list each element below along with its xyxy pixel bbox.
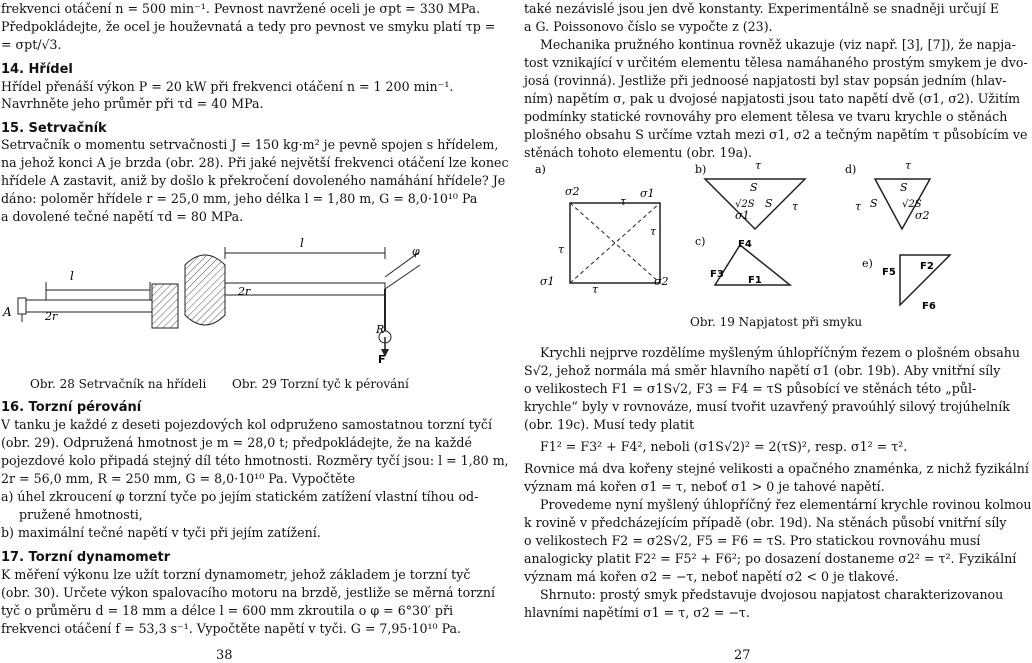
label-F1: F1 [748,275,762,286]
text-line: Navrhněte jeho průměr při τd = 40 MPa. [1,96,264,111]
text-line: také nezávislé jsou jen dvě konstanty. Experimentálně se snadněji určují E [524,1,1000,16]
text-line: na jehož konci A je brzda (obr. 28). Při jaké největší frekvenci otáčení lze konec [1,155,509,170]
text-line: (obr. 29). Odpružená hmotnost je m = 28,0 t; předpokládejte, že na každé [1,435,472,450]
text-line: k rovině v předcházejícím případě (obr. 19d). Na stěnách působí vnitřní síly [524,515,1007,530]
text-line: hlavními napětími σ1 = τ, σ2 = −τ. [524,605,750,620]
text-line: dáno: poloměr hřídele r = 25,0 mm, jeho délka l = 1,80 m, G = 8,0·10¹⁰ Pa [1,191,478,206]
label-l: l [70,269,74,283]
label-F: F [378,353,386,366]
label-tau: τ [792,200,799,213]
figure-28-flywheel [0,250,180,360]
text-line: = σpt/√3. [1,37,62,52]
label-sigma1: σ1 [640,187,655,200]
text-line: Rovnice má dva kořeny stejné velikosti a opačného znaménka, z nichž fyzikální [524,461,1029,476]
figure-28-caption: Obr. 28 Setrvačník na hřídeli [30,377,207,391]
label-S: S [870,197,878,210]
text-line: stěnách tohoto elementu (obr. 19a). [524,145,753,160]
label-tau: τ [905,159,912,172]
text-line: tost vznikající v určitém elementu tělesa namáhaného prostým smykem je dvo- [524,55,1028,70]
text-line: Hřídel přenáší výkon P = 20 kW při frekvenci otáčení n = 1 200 min⁻¹. [1,79,454,94]
text-line: význam má kořen σ2 = −τ, neboť napětí σ2 < 0 je tlakové. [524,569,899,584]
label-F6: F6 [922,301,936,312]
text-line: tyč o průměru d = 18 mm a délce l = 600 mm zkroutila o φ = 6°30′ při [1,603,454,618]
label-S: S [750,181,758,194]
label-sigma2: σ2 [565,185,580,198]
text-line: ním) napětím σ, pak u dvojosé napjatosti jsou tato napětí dvě (σ1, σ2). Užitím [524,91,1021,106]
section-heading-17: 17. Torzní dynamometr [1,550,171,565]
figure-29-torsion-bar [180,225,440,365]
label-F2: F2 [920,261,934,272]
label-S: S [900,181,908,194]
label-a: a) [535,163,546,176]
text-line: krychle“ byly v rovnováze, musí tvořit uzavřený pravoúhlý silový trojúhelník [524,399,1010,414]
label-tau: τ [620,195,627,208]
text-line: frekvenci otáčení f = 53,3 s⁻¹. Vypočtěte napětí v tyči. G = 7,95·10¹⁰ Pa. [1,621,461,636]
label-F4: F4 [738,239,752,250]
text-line: V tanku je každé z deseti pojezdových kol odpruženo samostatnou torzní tyčí [1,417,492,432]
page-number-left: 38 [216,648,233,663]
label-c: c) [695,235,706,248]
text-line: (obr. 30). Určete výkon spalovacího motoru na brzdě, jestliže se měrná torzní [1,585,495,600]
text-line: plošného obsahu S určíme vztah mezi σ1, σ2 a tečným napětím τ působícím ve [524,127,1028,142]
figure-19-shear-stress [530,155,960,330]
section-heading-15: 15. Setrvačník [1,121,107,136]
text-line: Provedeme nyní myšlený úhlopříčný řez elementární krychle rovinou kolmou [540,497,1032,512]
figure-29-caption: Obr. 29 Torzní tyč k pérování [232,377,409,391]
label-sigma2: σ2 [654,275,669,288]
text-line: Předpokládejte, že ocel je houževnatá a tedy pro pevnost ve smyku platí τp = [1,19,496,34]
label-e: e) [862,257,873,270]
text-line: Krychli nejprve rozdělíme myšleným úhlopříčným řezem o plošném obsahu [540,345,1021,360]
text-line: hřídele A zastavit, aniž by došlo k překročení dovoleného namáhání hřídele? Je [1,173,506,188]
text-line: Mechanika pružného kontinua rovněž ukazuje (viz např. [3], [7]), že napja- [540,37,1016,52]
text-line: a) úhel zkroucení φ torzní tyče po jejím statickém zatížení vlastní tíhou od- [1,489,479,504]
label-tau: τ [650,225,657,238]
label-2r: 2r [45,310,58,323]
label-A: A [3,305,12,319]
label-tau: τ [755,159,762,172]
text-line: S√2, jehož normála má směr hlavního napětí σ1 (obr. 19b). Aby vnitřní síly [524,363,1001,378]
label-tau: τ [558,243,565,256]
text-line: 2r = 56,0 mm, R = 250 mm, G = 8,0·10¹⁰ Pa. Vypočtěte [1,471,356,486]
section-heading-16: 16. Torzní pérování [1,400,142,415]
text-line: pružené hmotnosti, [19,507,143,522]
text-line: Shrnuto: prostý smyk představuje dvojosou napjatost charakterizovanou [540,587,1004,602]
text-line: frekvenci otáčení n = 500 min⁻¹. Pevnost navržené oceli je σpt = 330 MPa. [1,1,481,16]
figure-19-caption: Obr. 19 Napjatost při smyku [690,315,863,329]
text-line: josá (rovinná). Jestliže při jednoosé napjatosti byl stav popsán jedním (hlav- [524,73,1007,88]
text-line: a dovolené tečné napětí τd = 80 MPa. [1,209,244,224]
equation: F1² = F3² + F4², neboli (σ1S√2)² = 2(τS)², resp. σ1² = τ². [540,439,908,454]
text-line: Setrvačník o momentu setrvačnosti J = 150 kg·m² je pevně spojen s hřídelem, [1,137,499,152]
label-sqrt2S: √2S [735,199,755,210]
label-sigma2: σ2 [915,209,930,222]
text-line: význam má kořen σ1 = τ, neboť σ1 > 0 je tahové napětí. [524,479,885,494]
text-line: o velikostech F2 = σ2S√2, F5 = F6 = τS. Pro statickou rovnováhu musí [524,533,981,548]
label-2r: 2r [238,285,251,298]
text-line: analogicky platit F2² = F5² + F6²; po dosazení dostaneme σ2² = τ². Fyzikální [524,551,1017,566]
text-line: (obr. 19c). Musí tedy platit [524,417,695,432]
text-line: podmínky statické rovnováhy pro element tělesa ve tvaru krychle o stěnách [524,109,1008,124]
label-F5: F5 [882,267,896,278]
label-S: S [765,197,773,210]
label-sigma1: σ1 [540,275,555,288]
label-phi: φ [412,245,420,258]
label-R: R [376,323,385,336]
text-line: pojezdové kolo připadá stejný díl této hmotnosti. Rozměry tyčí jsou: l = 1,80 m, [1,453,509,468]
label-tau: τ [592,283,599,296]
text-line: a G. Poissonovo číslo se vypočte z (23). [524,19,773,34]
text-line: o velikostech F1 = σ1S√2, F3 = F4 = τS působící ve stěnách této „půl- [524,381,977,396]
page-number-right: 27 [734,648,751,663]
label-sigma1: σ1 [735,209,750,222]
text-line: K měření výkonu lze užít torzní dynamometr, jehož základem je torzní tyč [1,567,471,582]
label-tau: τ [855,200,862,213]
label-d: d) [845,163,857,176]
section-heading-14: 14. Hřídel [1,62,73,77]
label-F3: F3 [710,269,724,280]
element-square [570,203,660,283]
label-sqrt2S: √2S [902,199,922,210]
label-l: l [300,236,304,250]
label-b: b) [695,163,707,176]
text-line: b) maximální tečné napětí v tyči při jejím zatížení. [1,525,321,540]
